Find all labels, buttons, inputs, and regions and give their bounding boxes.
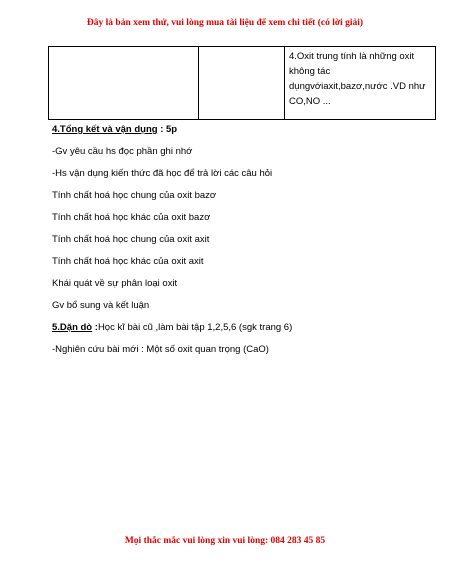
list-item: Tính chất hoá học khác của oxit axit	[52, 256, 204, 267]
section5-heading-label	[52, 322, 98, 333]
section5-heading-colon: :	[92, 322, 98, 333]
list-item: -Nghiên cứu bài mới : Một số oxit quan trọng (CaO)	[52, 344, 269, 355]
section4-heading	[52, 123, 432, 145]
list-item: Gv bổ sung và kết luận	[52, 300, 150, 311]
section4-heading-title: 4.Tổng kết và vận dụng	[52, 124, 158, 135]
list-item: -Hs vận dụng kiến thức đã học để trả lời các câu hỏi	[52, 168, 273, 179]
table-row	[49, 47, 436, 120]
lesson-content	[52, 123, 432, 365]
list-item: Tính chất hoá học chung của oxit bazơ	[52, 190, 217, 201]
neutral-oxide-note: 4.Oxit trung tính là những oxit không tác dụngvớiaxit,bazơ,nước .VD như CO,NO ...	[289, 51, 426, 107]
list-item: Khái quát về sự phân loại oxit	[52, 278, 178, 289]
contact-notice: Mọi thắc mắc vui lòng xin vui lòng: 084 283 45 85	[124, 536, 326, 546]
table-cell-student	[199, 47, 285, 120]
section5-homework: Học kĩ bài cũ ,làm bài tập 1,2,5,6 (sgk trang 6)	[97, 322, 293, 333]
section5-heading	[52, 321, 432, 343]
list-item: Tính chất hoá học khác của oxit bazơ	[52, 212, 211, 223]
preview-notice: Đây là bản xem thử, vui lòng mua tài liệu để xem chi tiết (có lời giải)	[86, 18, 364, 28]
section4-heading-time: : 5p	[157, 124, 178, 135]
table-cell-content	[285, 47, 436, 120]
table-cell-activity	[49, 47, 199, 120]
lesson-table-fragment	[48, 46, 436, 120]
section5-heading-title: 5.Dặn dò	[52, 322, 93, 333]
list-item: -Gv yêu cầu hs đọc phần ghi nhớ	[52, 146, 193, 157]
list-item: Tính chất hoá học chung của oxit axit	[52, 234, 210, 245]
